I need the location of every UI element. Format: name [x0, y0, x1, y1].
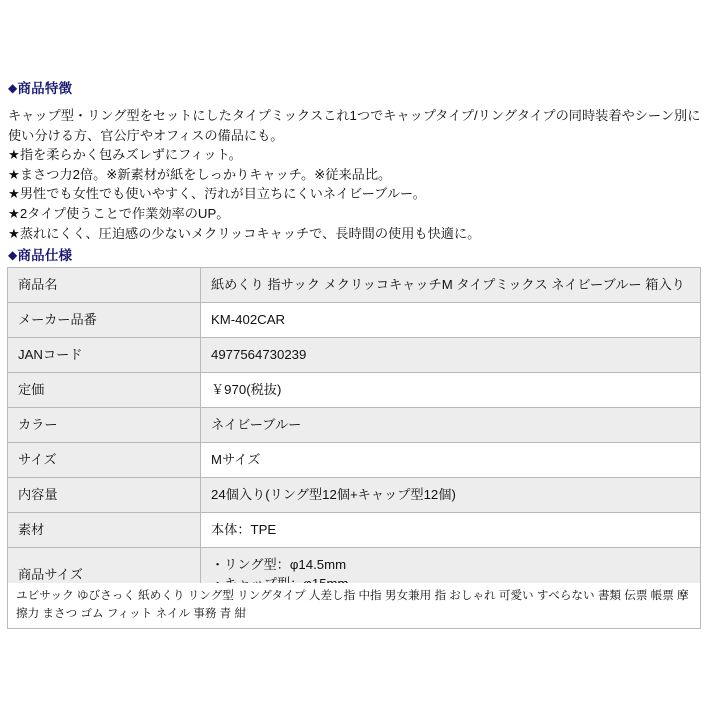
spec-heading-label: 商品仕様 — [17, 248, 73, 263]
spec-key-product-name: 商品名 — [8, 268, 201, 303]
table-row — [8, 373, 701, 408]
keywords-box — [7, 583, 701, 629]
diamond-icon: ◆ — [8, 248, 18, 262]
spec-value-price: ￥970(税抜) — [201, 373, 701, 408]
spec-key-size: サイズ — [8, 443, 201, 478]
spec-key-material: 素材 — [8, 513, 201, 548]
spec-key-maker-number: メーカー品番 — [8, 303, 201, 338]
table-row — [8, 513, 701, 548]
spec-value-material: 本体：TPE — [201, 513, 701, 548]
product-size-line-ring: ・リング型：φ14.5mm — [211, 557, 347, 572]
spec-value-size: Mサイズ — [201, 443, 701, 478]
spec-table — [7, 267, 701, 602]
table-row — [8, 408, 701, 443]
table-row — [8, 443, 701, 478]
feature-bullet-4: ★2タイプ使うことで作業効率のUP。 — [8, 205, 230, 221]
spec-key-color: カラー — [8, 408, 201, 443]
table-row — [8, 338, 701, 373]
spec-key-product-size: 商品サイズ — [8, 548, 201, 602]
feature-bullet-3: ★男性でも女性でも使いやすく、汚れが目立ちにくいネイビーブルー。 — [8, 186, 426, 202]
feature-bullet-2: ★まさつ力2倍。※新素材が紙をしっかりキャッチ。※従来品比。 — [8, 166, 392, 182]
spec-key-jan-code: JANコード — [8, 338, 201, 373]
features-lead-text: キャップ型・リング型をセットにしたタイプミックスこれ1つでキャップタイプ/リングタイプの同時装着やシーン別に使い分ける方、官公庁やオフィスの備品にも。 — [8, 108, 701, 143]
spec-table-container — [7, 267, 701, 602]
spec-key-price: 定価 — [8, 373, 201, 408]
keywords-text: ユビサック ゆびさっく 紙めくり リング型 リングタイプ 人差し指 中指 男女兼用 指 おしゃれ 可愛い すべらない 書類 伝票 帳票 摩擦力 まさつ ゴム フィット ネイル 事務 青 紺 — [16, 589, 689, 620]
feature-bullet-5: ★蒸れにくく、圧迫感の少ないメクリッコキャッチで、長時間の使用も快適に。 — [8, 225, 481, 241]
spec-value-jan-code: 4977564730239 — [201, 338, 701, 373]
table-row — [8, 478, 701, 513]
spec-value-color: ネイビーブルー — [201, 408, 701, 443]
spec-value-quantity: 24個入り(リング型12個+キャップ型12個) — [201, 478, 701, 513]
spec-heading — [8, 249, 72, 263]
table-row — [8, 303, 701, 338]
features-heading-label: 商品特徴 — [17, 81, 73, 96]
feature-bullet-1: ★指を柔らかく包みズレずにフィット。 — [8, 147, 242, 163]
features-body — [8, 106, 708, 243]
features-heading — [8, 82, 72, 96]
spec-value-maker-number: KM-402CAR — [201, 303, 701, 338]
table-row — [8, 268, 701, 303]
spec-key-quantity: 内容量 — [8, 478, 201, 513]
diamond-icon: ◆ — [8, 81, 18, 95]
spec-value-product-name: 紙めくり 指サック メクリッコキャッチM タイプミックス ネイビーブルー 箱入り — [201, 268, 701, 303]
